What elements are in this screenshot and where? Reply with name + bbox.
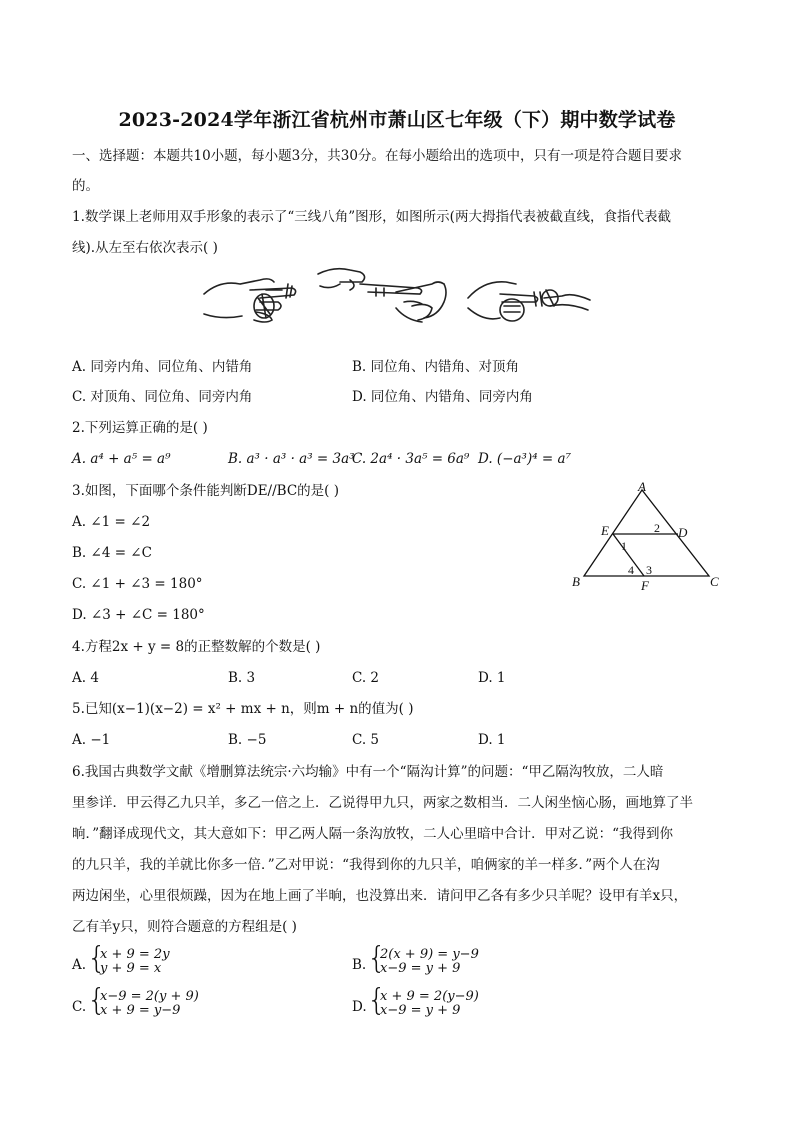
q2-option-a: A. a⁴ + a⁵ = a⁹ — [72, 451, 171, 467]
q6-option-a — [72, 941, 332, 981]
q6-option-d-eq2: x−9 = y + 9 — [380, 1003, 461, 1018]
section-heading-line1: 一、选择题：本题共10小题，每小题3分，共30分。在每小题给出的选项中，只有一项是符合题目要求 — [72, 148, 682, 164]
q6-option-b — [352, 941, 612, 981]
q2-option-b: B. a³ · a³ · a³ = 3a³ — [228, 451, 355, 467]
q6-stem-line3: 晌．”翻译成现代文，其大意如下：甲乙两人隔一条沟放牧，二人心里暗中合计．甲对乙说：“我得到你 — [72, 826, 674, 842]
label-b: B — [572, 574, 580, 589]
q6-stem-line5: 两边闲坐，心里很烦躁，因为在地上画了半晌，也没算出来．请问甲乙各有多少只羊呢？设甲有羊x只， — [72, 888, 688, 904]
q5-option-c: C. 5 — [352, 732, 380, 748]
q1-option-a: A. 同旁内角、同位角、内错角 — [72, 359, 253, 375]
q6-option-d — [352, 983, 612, 1023]
q1-option-b: B. 同位角、内错角、对顶角 — [352, 359, 520, 375]
q6-option-d-eq1: x + 9 = 2(y−9) — [380, 989, 479, 1004]
page-title: 2023-2024学年浙江省杭州市萧山区七年级（下）期中数学试卷 — [118, 109, 676, 131]
hands-gesture-1 — [204, 279, 296, 322]
section-heading-line2: 的。 — [72, 178, 99, 194]
q6-option-b-eq1: 2(x + 9) = y−9 — [380, 947, 479, 962]
q6-stem-line1: 6.我国古典数学文献《增删算法统宗·六均输》中有一个“隔沟计算”的问题：“甲乙隔沟牧放，二人暗 — [72, 764, 664, 780]
q3-option-b: B. ∠4 = ∠C — [72, 545, 152, 561]
q6-option-c-eq1: x−9 = 2(y + 9) — [100, 989, 199, 1004]
q2-stem: 2.下列运算正确的是( ) — [72, 420, 208, 436]
angle-label-2: 2 — [654, 521, 660, 535]
q6-option-a-eq2: y + 9 = x — [100, 961, 162, 976]
q6-option-c — [72, 983, 332, 1023]
q5-option-d: D. 1 — [478, 732, 506, 748]
q5-option-a: A. −1 — [72, 732, 111, 748]
label-a: A — [638, 479, 646, 494]
q6-option-a-label: A. — [72, 957, 87, 973]
triangle-figure — [566, 478, 726, 596]
angle-label-4: 4 — [628, 563, 634, 577]
q4-option-d: D. 1 — [478, 670, 506, 686]
left-brace-icon: { — [87, 983, 107, 1018]
label-f: F — [641, 578, 649, 593]
q4-option-c: C. 2 — [352, 670, 380, 686]
q2-option-c: C. 2a⁴ · 3a⁵ = 6a⁹ — [352, 451, 470, 467]
q6-option-b-eq2: x−9 = y + 9 — [380, 961, 461, 976]
q1-stem-line1: 1.数学课上老师用双手形象的表示了“三线八角”图形，如图所示(两大拇指代表被截直线，食指代表截 — [72, 209, 671, 225]
label-e: E — [601, 523, 609, 538]
q6-option-b-label: B. — [352, 957, 367, 973]
left-brace-icon: { — [367, 983, 387, 1018]
q2-option-d: D. (−a³)⁴ = a⁷ — [478, 451, 571, 467]
q3-option-c: C. ∠1 + ∠3 = 180° — [72, 576, 203, 592]
q6-option-c-eq2: x + 9 = y−9 — [100, 1003, 181, 1018]
q4-option-a: A. 4 — [72, 670, 99, 686]
angle-label-3: 3 — [646, 563, 652, 577]
q3-stem: 3.如图，下面哪个条件能判断DE//BC的是( ) — [72, 483, 339, 499]
left-brace-icon: { — [87, 941, 107, 976]
hands-figure — [200, 262, 595, 330]
label-d: D — [678, 525, 688, 540]
q5-option-b: B. −5 — [228, 732, 267, 748]
q3-option-d: D. ∠3 + ∠C = 180° — [72, 607, 205, 623]
hands-gesture-3 — [468, 282, 590, 321]
q6-option-d-label: D. — [352, 999, 367, 1015]
q6-stem-line2: 里参详．甲云得乙九只羊，多乙一倍之上．乙说得甲九只，两家之数相当．二人闲坐恼心肠，画地算了半 — [72, 795, 693, 811]
q1-option-d: D. 同位角、内错角、同旁内角 — [352, 389, 533, 405]
q6-stem-line6: 乙有羊y只，则符合题意的方程组是( ) — [72, 919, 297, 935]
q6-option-c-label: C. — [72, 999, 87, 1015]
q5-stem: 5.已知(x−1)(x−2) = x² + mx + n，则m + n的值为( ) — [72, 701, 414, 717]
angle-label-1: 1 — [621, 539, 627, 553]
q4-option-b: B. 3 — [228, 670, 256, 686]
q6-stem-line4: 的九只羊，我的羊就比你多一倍．”乙对甲说：“我得到你的九只羊，咱俩家的羊一样多．”两个人在沟 — [72, 857, 660, 873]
q1-stem-line2: 线).从左至右依次表示( ) — [72, 240, 218, 256]
q1-option-c: C. 对顶角、同位角、同旁内角 — [72, 389, 253, 405]
q4-stem: 4.方程2x + y = 8的正整数解的个数是( ) — [72, 639, 321, 655]
hands-gesture-2 — [318, 269, 446, 322]
q6-option-a-eq1: x + 9 = 2y — [100, 947, 170, 962]
left-brace-icon: { — [367, 941, 387, 976]
q3-option-a: A. ∠1 = ∠2 — [72, 514, 151, 530]
label-c: C — [710, 574, 719, 589]
